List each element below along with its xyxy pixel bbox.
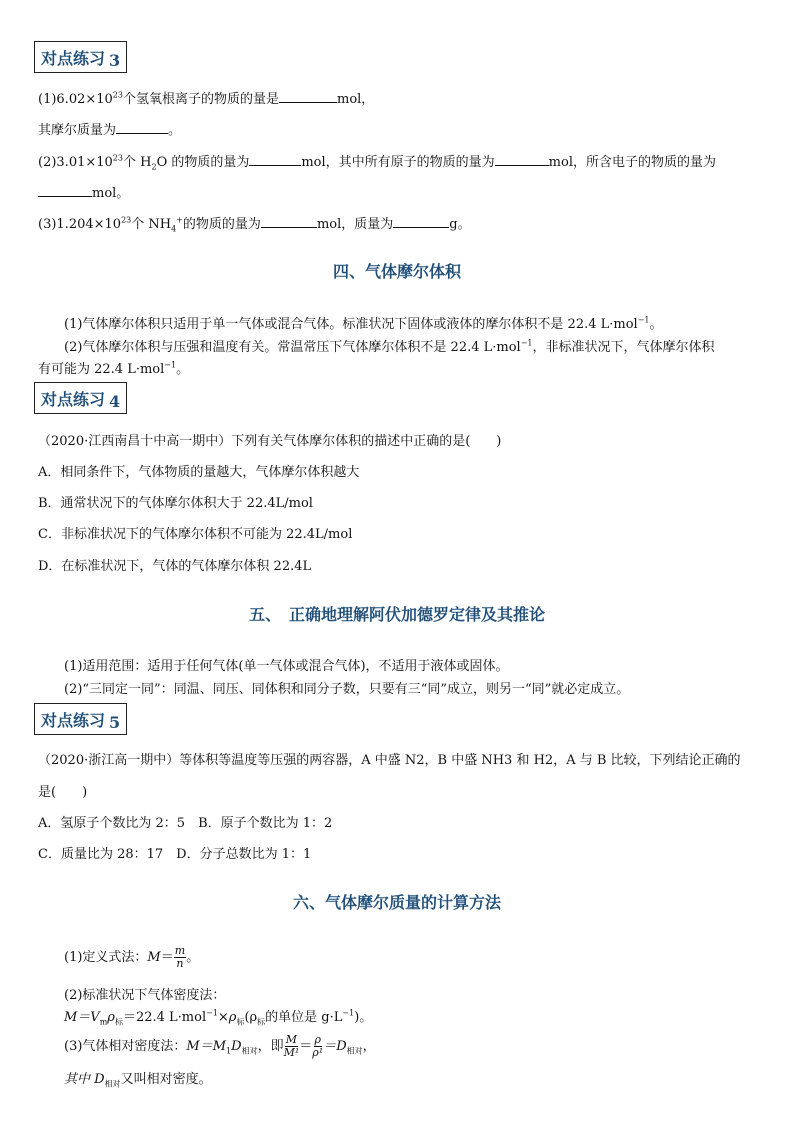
fraction: $\frac{\rho}{\text{ρ¹}}$ xyxy=(312,1033,324,1059)
exercise-badge-number: 5 xyxy=(109,712,121,732)
fraction: $\frac{M}{\text{M¹}}$ xyxy=(283,1033,300,1059)
question-line: $(2)3.01\times 10^{23}$个 $H_2O$ 的物质的量为 mol，其中所有原子的物质的量为 mol，所含电子的物质的量为 xyxy=(38,153,716,172)
formula-line: (2)标准状况下气体密度法： xyxy=(64,988,226,1003)
answer-blank[interactable] xyxy=(495,153,549,166)
question-line: mol。 xyxy=(38,182,129,201)
question-stem: （2020·浙江高一期中）等体积等温度等压强的两容器，A 中盛 N2，B 中盛 NH3 和 H2，A 与 B 比较，下列结论正确的 xyxy=(38,753,741,768)
fraction: $\frac{m}{n}$ xyxy=(174,944,186,970)
paragraph: (2)“三同定一同”：同温、同压、同体积和同分子数，只要有三“同”成立，则另一“同”就必定成立。 xyxy=(64,682,630,697)
paragraph: 有可能为 22.4 L·mol$^{-1}$。 xyxy=(38,360,190,377)
section-heading: 六、气体摩尔质量的计算方法 xyxy=(292,893,501,912)
option-b[interactable]: B．通常状况下的气体摩尔体积大于 22.4L/mol xyxy=(38,496,313,511)
answer-blank[interactable] xyxy=(261,215,317,228)
formula-line: (1)定义式法：M＝ $\frac{m}{n}$ 。 xyxy=(64,944,200,970)
question-stem: 是( ) xyxy=(38,785,88,800)
option-d[interactable]: D．在标准状况下，气体的气体摩尔体积 22.4L xyxy=(38,559,312,574)
section-heading: 五、 正确地理解阿伏加德罗定律及其推论 xyxy=(248,605,545,624)
option-c[interactable]: C．非标准状况下的气体摩尔体积不可能为 22.4L/mol xyxy=(38,527,353,542)
paragraph: (1)气体摩尔体积只适用于单一气体或混合气体。标准状况下固体或液体的摩尔体积不是 22.4 L·mol$^{-1}$。 xyxy=(64,315,663,332)
exercise-badge-label: 对点练习 xyxy=(41,389,106,409)
answer-blank[interactable] xyxy=(38,184,92,197)
formula-line: $M=V_m\rho_标=22.4$ $L\cdot mol^{-1}\times\rho_标(\rho_标$的单位是 $g\cdot L^{-1}$)。 xyxy=(64,1008,373,1027)
answer-blank[interactable] xyxy=(249,153,301,166)
option-line[interactable]: A．氢原子个数比为 2：5 B．原子个数比为 1：2 xyxy=(38,816,333,831)
exercise-badge xyxy=(34,703,127,735)
option-line[interactable]: C．质量比为 28：17 D．分子总数比为 1：1 xyxy=(38,847,312,862)
paragraph: (1)适用范围：适用于任何气体(单一气体或混合气体)，不适用于液体或固体。 xyxy=(64,659,509,674)
answer-blank[interactable] xyxy=(393,215,449,228)
paragraph: (2)气体摩尔体积与压强和温度有关。常温常压下气体摩尔体积不是 22.4 L·mol$^{-1}$，非标准状况下，气体摩尔体积 xyxy=(64,338,715,355)
exercise-badge xyxy=(34,382,127,414)
section-heading: 四、气体摩尔体积 xyxy=(332,262,461,281)
formula-line: 其中 $D_{相对}$又叫相对密度。 xyxy=(64,1072,212,1089)
exercise-badge-label: 对点练习 xyxy=(41,48,106,68)
question-stem: （2020·江西南昌十中高一期中）下列有关气体摩尔体积的描述中正确的是( ) xyxy=(38,434,502,449)
question-line: $(1)6.02\times 10^{23}$个氢氧根离子的物质的量是 mol， xyxy=(38,90,375,107)
exercise-badge-number: 3 xyxy=(109,50,121,70)
option-a[interactable]: A．相同条件下，气体物质的量越大，气体摩尔体积越大 xyxy=(38,465,360,480)
answer-blank[interactable] xyxy=(116,121,168,134)
question-line: 其摩尔质量为 。 xyxy=(38,123,182,138)
exercise-badge-label: 对点练习 xyxy=(41,710,106,730)
formula-line: (3)气体相对密度法：$M=M_1D_{相对}$，即 $\frac{M}{\text{M¹}}$ ＝ $\frac{\rho}{\text{ρ¹}}$ $=D_{相对}$， xyxy=(64,1033,376,1059)
exercise-badge xyxy=(34,41,127,73)
answer-blank[interactable] xyxy=(279,90,337,103)
question-line: $(3)1.204\times 10^{23}$个 $NH_4^+$的物质的量为 mol，质量为 g。 xyxy=(38,215,471,234)
exercise-badge-number: 4 xyxy=(109,391,121,411)
